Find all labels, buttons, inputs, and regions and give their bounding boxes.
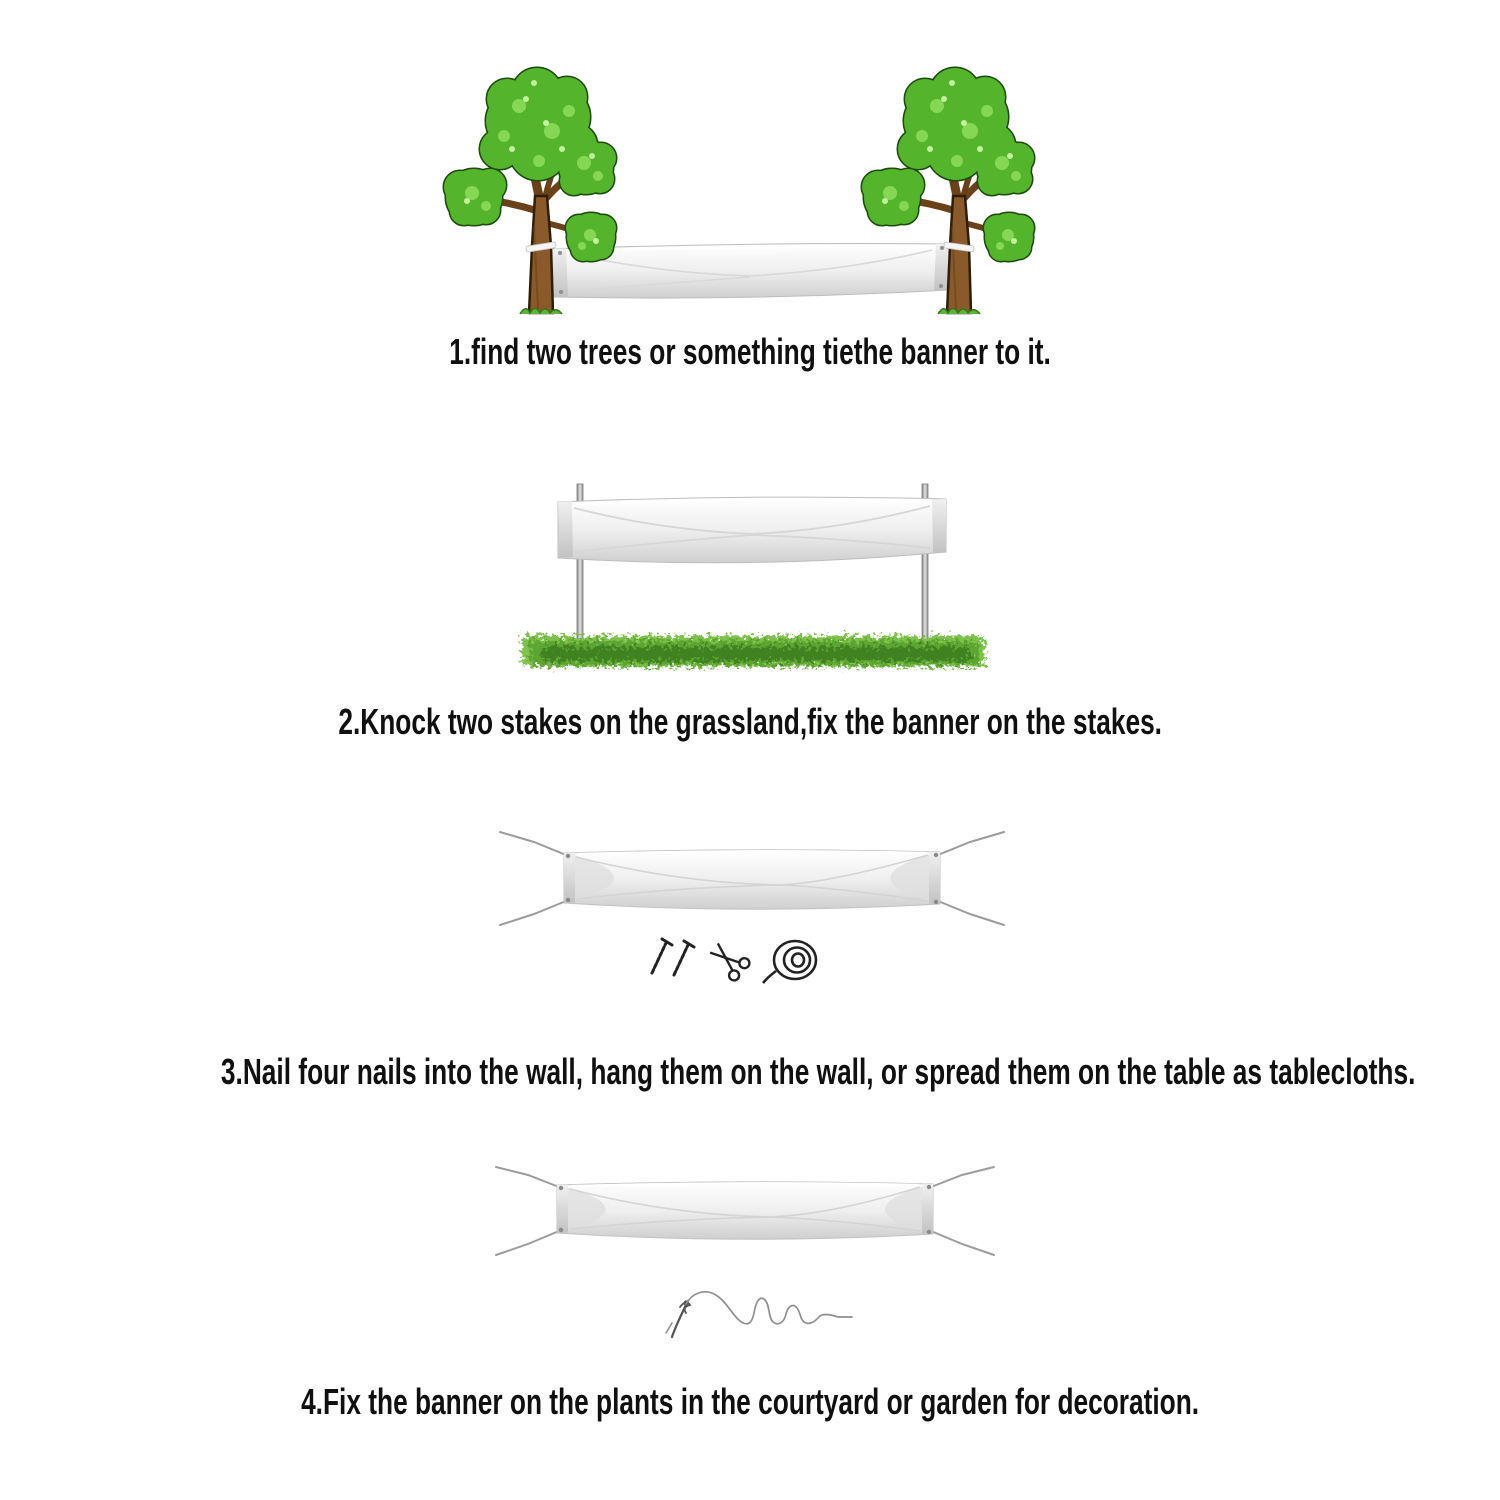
step2-caption-text: 2.Knock two stakes on the grassland,fix the banner on the stakes. [338, 701, 1162, 742]
banner [564, 850, 940, 910]
step4-caption-text: 4.Fix the banner on the plants in the courtyard or garden for decoration. [300, 1381, 1200, 1422]
scissors-icon [706, 938, 752, 982]
step1-illustration-trees-banner [420, 58, 1080, 328]
string-doodle [666, 1292, 852, 1337]
step2-caption [0, 701, 1500, 743]
banner [557, 1182, 933, 1240]
step1-caption [0, 331, 1500, 373]
grass-patch [522, 636, 984, 666]
banner-on-stakes [558, 497, 946, 563]
nails-icon [652, 939, 694, 975]
step1-caption-text: 1.find two trees or something tiethe banner to it. [449, 331, 1051, 372]
step3-caption-text: 3.Nail four nails into the wall, hang them on the wall, or spread them on the table as tablecloths. [220, 1051, 1416, 1092]
step3-illustration-roped-banner [480, 825, 1040, 1015]
step2-illustration-stakes-banner [480, 468, 1040, 696]
step3-caption [0, 1051, 1500, 1093]
rope-coil-icon [763, 941, 816, 983]
step4-illustration-roped-banner [480, 1165, 1040, 1360]
step4-caption [0, 1381, 1500, 1423]
